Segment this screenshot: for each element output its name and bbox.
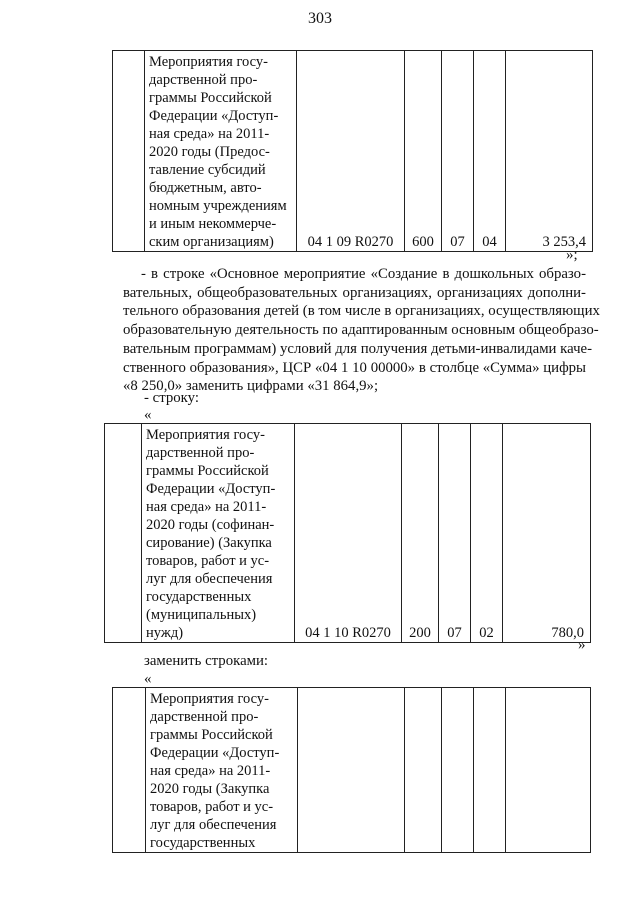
closing-quote: » bbox=[578, 637, 586, 653]
vr-cell: 600 bbox=[405, 51, 442, 252]
name-line: ная среда» на 2011- bbox=[146, 499, 267, 515]
name-line: Федерации «Доступ- bbox=[146, 481, 276, 497]
opening-quote: « bbox=[144, 407, 152, 423]
name-line: дарственной про- bbox=[149, 72, 258, 88]
name-line: граммы Российской bbox=[149, 90, 272, 106]
pr-cell bbox=[474, 688, 506, 853]
vr-cell bbox=[405, 688, 442, 853]
name-line: товаров, работ и ус- bbox=[150, 799, 274, 815]
pr-cell: 02 bbox=[471, 424, 503, 643]
page-number: 303 bbox=[308, 10, 332, 27]
name-line: нужд) bbox=[146, 625, 184, 641]
amendment-paragraph bbox=[123, 265, 600, 396]
name-line: граммы Российской bbox=[150, 727, 273, 743]
sum-cell: 3 253,4 bbox=[506, 51, 593, 252]
name-line: граммы Российской bbox=[146, 463, 269, 479]
table-row bbox=[113, 51, 593, 252]
name-line: 2020 годы (софинан- bbox=[146, 517, 275, 533]
rz-cell bbox=[442, 688, 474, 853]
name-cell bbox=[146, 688, 298, 853]
paragraph-line: вательным программам) условий для получения детьми-инвалидами каче- bbox=[123, 340, 593, 357]
name-line: государственных bbox=[150, 835, 256, 851]
sum-cell: 780,0 bbox=[503, 424, 591, 643]
csr-code-cell: 04 1 10 R0270 bbox=[295, 424, 402, 643]
paragraph-line: тельного образования детей (в том числе в организациях, осуществляющих bbox=[123, 303, 600, 320]
empty-cell bbox=[113, 688, 146, 853]
row-intro: - строку: bbox=[144, 390, 199, 406]
name-line: луг для обеспечения bbox=[150, 817, 277, 833]
name-line: Мероприятия госу- bbox=[149, 54, 268, 70]
name-line: Мероприятия госу- bbox=[146, 427, 265, 443]
table-row bbox=[105, 424, 591, 643]
paragraph-line: «8 250,0» заменить цифрами «31 864,9»; bbox=[123, 378, 379, 395]
name-line: бюджетным, авто- bbox=[149, 180, 262, 196]
budget-table-1 bbox=[112, 50, 593, 252]
vr-cell: 200 bbox=[402, 424, 439, 643]
csr-code-cell: 04 1 09 R0270 bbox=[297, 51, 405, 252]
closing-quote: »; bbox=[566, 247, 578, 263]
budget-table-2 bbox=[104, 423, 591, 643]
name-line: тавление субсидий bbox=[149, 162, 266, 178]
name-line: 2020 годы (Предос- bbox=[149, 144, 270, 160]
rz-cell: 07 bbox=[442, 51, 474, 252]
name-line: сирование) (Закупка bbox=[146, 535, 272, 551]
name-line: Федерации «Доступ- bbox=[149, 108, 279, 124]
name-line: государственных bbox=[146, 589, 252, 605]
csr-code-cell bbox=[298, 688, 405, 853]
empty-cell bbox=[113, 51, 145, 252]
name-line: ная среда» на 2011- bbox=[149, 126, 270, 142]
name-line: и иным некоммерче- bbox=[149, 216, 277, 232]
name-line: номным учреждениям bbox=[149, 198, 287, 214]
name-line: 2020 годы (Закупка bbox=[150, 781, 270, 797]
name-cell bbox=[145, 51, 297, 252]
name-line: товаров, работ и ус- bbox=[146, 553, 270, 569]
name-line: ским организациям) bbox=[149, 234, 274, 250]
paragraph-line: вательных, общеобразовательных организациях, организациях дополни- bbox=[123, 284, 586, 301]
replace-intro: заменить строками: bbox=[144, 653, 269, 669]
sum-cell bbox=[506, 688, 591, 853]
paragraph-line: - в строке «Основное мероприятие «Создание в дошкольных образо- bbox=[141, 266, 586, 282]
name-line: дарственной про- bbox=[150, 709, 259, 725]
empty-cell bbox=[105, 424, 142, 643]
name-line: луг для обеспечения bbox=[146, 571, 273, 587]
name-line: ная среда» на 2011- bbox=[150, 763, 271, 779]
name-cell bbox=[142, 424, 295, 643]
name-line: дарственной про- bbox=[146, 445, 255, 461]
paragraph-line: образовательную деятельность по адаптированным основным общеобразо- bbox=[123, 322, 599, 339]
paragraph-line: ственного образования», ЦСР «04 1 10 00000» в столбце «Сумма» цифры bbox=[123, 359, 586, 376]
table-row bbox=[113, 688, 591, 853]
name-line: (муниципальных) bbox=[146, 607, 257, 623]
name-line: Мероприятия госу- bbox=[150, 691, 269, 707]
opening-quote: « bbox=[144, 671, 152, 687]
budget-table-3 bbox=[112, 687, 591, 853]
name-line: Федерации «Доступ- bbox=[150, 745, 280, 761]
rz-cell: 07 bbox=[439, 424, 471, 643]
pr-cell: 04 bbox=[474, 51, 506, 252]
